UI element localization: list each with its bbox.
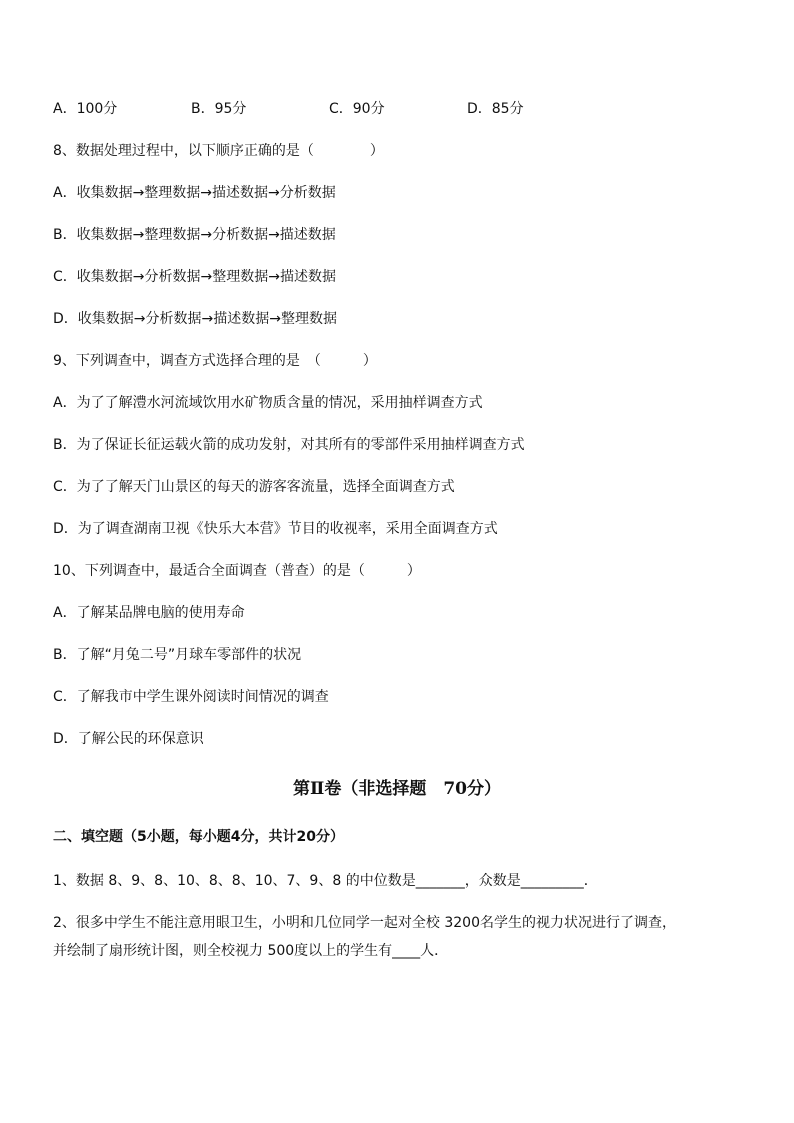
- q9-option-c: C．为了了解天门山景区的每天的游客客流量，选择全面调查方式: [53, 479, 455, 495]
- q10-option-c: C．了解我市中学生课外阅读时间情况的调查: [53, 689, 329, 705]
- q9-option-b: B．为了保证长征运载火箭的成功发射，对其所有的零部件采用抽样调查方式: [53, 437, 525, 453]
- q7-option-d: D．85分: [467, 101, 524, 117]
- q8-option-b: B．收集数据→整理数据→分析数据→描述数据: [53, 227, 336, 243]
- q8-option-c: C．收集数据→分析数据→整理数据→描述数据: [53, 269, 336, 285]
- fill-in-q2-line2: 并绘制了扇形统计图，则全校视力 500度以上的学生有____人．: [53, 943, 449, 959]
- q9-option-a: A．为了了解澧水河流域饮用水矿物质含量的情况，采用抽样调查方式: [53, 395, 483, 411]
- q7-option-a: A．100分: [53, 101, 118, 117]
- q7-option-b: B．95分: [191, 101, 247, 117]
- q10-option-a: A．了解某品牌电脑的使用寿命: [53, 605, 245, 621]
- part2-title: 第Ⅱ卷（非选择题 70分）: [293, 779, 501, 799]
- fill-in-q2-line1: 2、很多中学生不能注意用眼卫生，小明和几位同学一起对全校 3200名学生的视力状况进行了调查，: [53, 915, 676, 931]
- fill-in-section-heading: 二、填空题（5小题，每小题4分，共计20分）: [53, 829, 344, 845]
- q10-stem: 10、下列调查中，最适合全面调查（普查）的是（ ）: [53, 563, 421, 579]
- q9-stem: 9、下列调查中，调查方式选择合理的是 （ ）: [53, 353, 377, 369]
- q9-option-d: D．为了调查湖南卫视《快乐大本营》节目的收视率，采用全面调查方式: [53, 521, 498, 537]
- fill-in-q1: 1、数据 8、9、8、10、8、8、10、7、9、8 的中位数是_______，众数是_________．: [53, 873, 598, 889]
- q10-option-d: D．了解公民的环保意识: [53, 731, 204, 747]
- q7-option-c: C．90分: [329, 101, 385, 117]
- q8-stem: 8、数据处理过程中，以下顺序正确的是（ ）: [53, 143, 384, 159]
- q8-option-a: A．收集数据→整理数据→描述数据→分析数据: [53, 185, 336, 201]
- q8-option-d: D．收集数据→分析数据→描述数据→整理数据: [53, 311, 337, 327]
- q10-option-b: B．了解“月兔二号”月球车零部件的状况: [53, 647, 302, 663]
